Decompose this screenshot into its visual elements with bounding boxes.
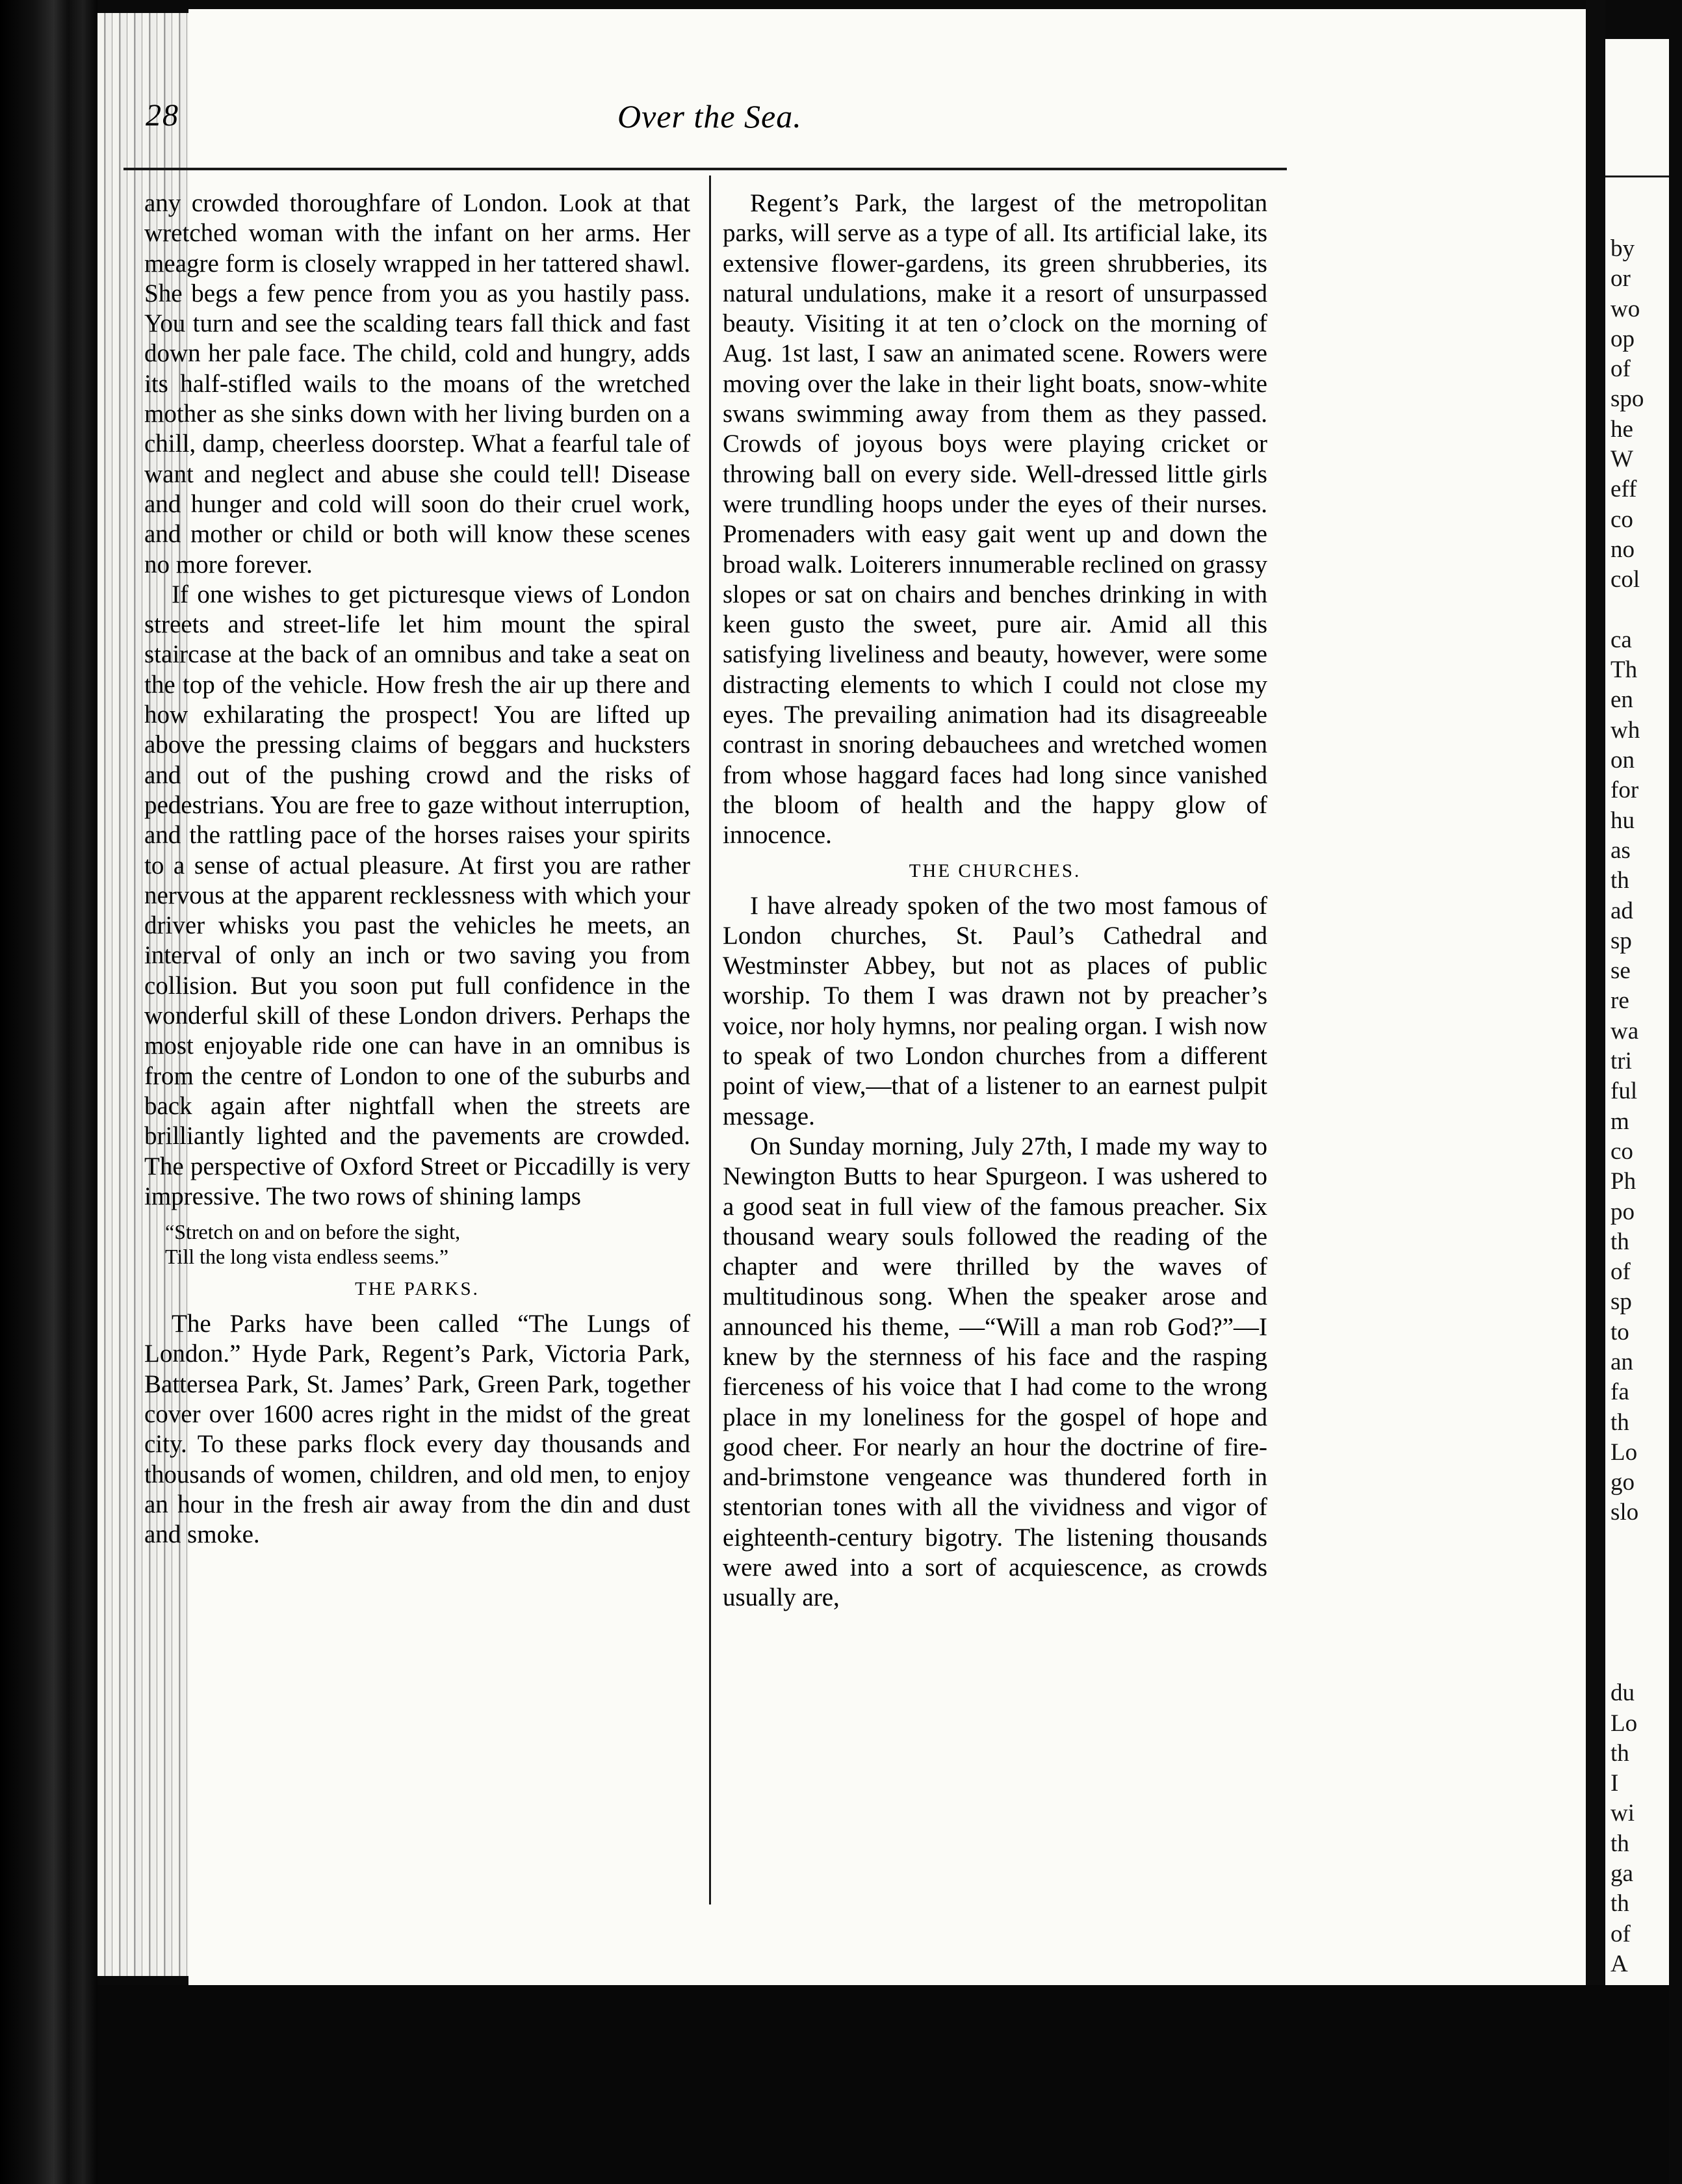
facing-page-fragment: wh bbox=[1611, 716, 1640, 744]
left-column bbox=[144, 188, 690, 1550]
paragraph-parks: The Parks have been called “The Lungs of London.” Hyde Park, Regent’s Park, Victoria Park, Battersea Park, St. James’ Park, Green Park, together cover over 1600 acres right in the midst of the great city. To these parks flock every day thousands and thousands of women, children, and old men, to enjoy an hour in the fresh air away from the din and dust and smoke. bbox=[144, 1310, 690, 1549]
paragraph-regents-park: Regent’s Park, the largest of the metropolitan parks, will serve as a type of all. Its artificial lake, its extensive flower-gardens, its green shrubberies, its natural undulations, make it a resort of unsurpassed beauty. Visiting it at ten o’clock on the morning of Aug. 1st last, I saw an animated scene. Rowers were moving over the lake in their light boats, snow-white swans swimming away from them as they passed. Crowds of joyous boys were playing cricket or throwing ball on every side. Well-dressed little girls were trundling hoops under the eyes of their nurses. Promenaders with easy gait went up and down the broad walk. Loiterers innumerable reclined on grassy slopes or sat on chairs and benches drinking in with keen gusto the sweet, pure air. Amid all this satisfying liveliness and beauty, however, were some distracting elements to which I could not close my eyes. The prevailing animation had its disagreeable contrast in snoring debauchees and wretched women from whose haggard faces had long since vanished the bloom of health and the happy glow of innocence. bbox=[723, 189, 1267, 850]
paragraph-churches: I have already spoken of the two most famous of London churches, St. Paul’s Cathedral and Westminster Abbey, but not as places of public worship. To them I was drawn not by preacher’s voice, nor holy hymns, nor pealing organ. I wish now to speak of two London churches from a different point of view,—that of a listener to an earnest pulpit message. bbox=[723, 891, 1267, 1130]
facing-page-fragment: an bbox=[1611, 1348, 1633, 1375]
facing-page-fragment: go bbox=[1611, 1469, 1635, 1496]
facing-page-fragment: or bbox=[1611, 265, 1631, 292]
header-rule bbox=[123, 168, 1287, 170]
facing-page-fragment: th bbox=[1611, 1228, 1629, 1255]
facing-page-fragment: slo bbox=[1611, 1499, 1639, 1526]
facing-page-fragment: en bbox=[1611, 686, 1633, 714]
facing-page-fragment bbox=[1611, 1558, 1682, 1588]
facing-page-fragment: spo bbox=[1611, 385, 1644, 413]
facing-page-fragment: co bbox=[1611, 1138, 1633, 1165]
page-number: 28 bbox=[146, 98, 179, 133]
facing-page-fragment: ga bbox=[1611, 1860, 1633, 1888]
facing-page-fragment: of bbox=[1611, 1920, 1631, 1947]
paragraph-omnibus: If one wishes to get picturesque views of London streets and street-life let him mount the spiral staircase at the back of an omnibus and take a seat on the top of the vehicle. How fresh the air up there and how exhilarating the prospect! You are lifted up above the pressing claims of beggars and hucksters and out of the pushing crowd and the risks of pedestrians. You are free to gaze without interruption, and the rattling pace of the horses raises your spirits to a sense of actual pleasure. At first you are rather nervous at the apparent recklessness with which your driver whisks you past the vehicles he meets, an interval of only an inch or two saving you from collision. But you soon put full confidence in the wonderful skill of these London drivers. Perhaps the most enjoyable ride one can have in an omnibus is from the centre of London to one of the suburbs and back again after nightfall when the streets are brilliantly lighted and the pavements are crowded. The perspective of Oxford Street or Piccadilly is very impressive. The two rows of shining lamps bbox=[144, 580, 690, 1210]
book-gutter bbox=[1586, 0, 1605, 2184]
facing-page-fragment: Lo bbox=[1611, 1438, 1638, 1466]
facing-page-fragment: th bbox=[1611, 1830, 1629, 1857]
facing-page-rule bbox=[1605, 176, 1669, 177]
facing-page-text bbox=[1611, 234, 1682, 2040]
facing-page-fragment bbox=[1611, 1588, 1682, 1618]
facing-page-fragment: po bbox=[1611, 1198, 1635, 1225]
right-column bbox=[723, 188, 1267, 1613]
facing-page-fragment: eff bbox=[1611, 476, 1637, 503]
facing-page-fragment: th bbox=[1611, 1739, 1629, 1767]
facing-page-fragment bbox=[1611, 1528, 1682, 1558]
facing-page-fragment: Lo bbox=[1611, 1710, 1638, 1737]
facing-page-fragment: se bbox=[1611, 957, 1631, 985]
facing-page-fragment bbox=[1611, 1618, 1682, 1648]
facing-page-fragment bbox=[1611, 1648, 1682, 1678]
column-rule bbox=[709, 176, 711, 1904]
facing-page-fragment: to bbox=[1611, 1318, 1629, 1346]
facing-page-fragment: wo bbox=[1611, 295, 1640, 322]
facing-page-strip bbox=[1605, 39, 1669, 1989]
facing-page-fragment: sp bbox=[1611, 927, 1632, 954]
facing-page-fragment: tri bbox=[1611, 1048, 1632, 1075]
paragraph-street-scene: any crowded thoroughfare of London. Look at that wretched woman with the infant on her arms. Her meagre form is closely wrapped in her tattered shawl. She begs a few pence from you as you hastily pass. You turn and see the scalding tears fall thick and fast down her pale face. The child, cold and hungry, adds its half-stifled wails to the moans of the wretched mother as she sinks down with her living burden on a chill, damp, cheerless doorstep. What a fearful tale of want and neglect and abuse she could tell! Disease and hunger and cold will soon do their cruel work, and mother or child or both will know these scenes no more forever. bbox=[144, 189, 690, 578]
facing-page-fragment: of bbox=[1611, 1258, 1631, 1286]
facing-page-fragment: re bbox=[1611, 987, 1629, 1015]
facing-page-fragment: du bbox=[1611, 1680, 1635, 1707]
section-heading-parks: THE PARKS. bbox=[355, 1279, 480, 1300]
facing-page-fragment: th bbox=[1611, 1890, 1629, 1918]
facing-page-fragment: for bbox=[1611, 777, 1639, 804]
facing-page-fragment: op bbox=[1611, 325, 1635, 352]
facing-page-fragment bbox=[1611, 595, 1682, 625]
facing-page-fragment: of bbox=[1611, 356, 1631, 383]
section-heading-churches: THE CHURCHES. bbox=[909, 860, 1081, 881]
facing-page-fragment: Th bbox=[1611, 656, 1638, 684]
facing-page-fragment: no bbox=[1611, 536, 1635, 563]
facing-page-fragment: hu bbox=[1611, 807, 1635, 834]
facing-page-fragment: as bbox=[1611, 837, 1631, 864]
facing-page-fragment: ad bbox=[1611, 897, 1633, 924]
verse-line: Till the long vista endless seems.” bbox=[165, 1245, 449, 1269]
facing-page-fragment: th bbox=[1611, 1409, 1629, 1436]
facing-page-fragment: col bbox=[1611, 566, 1640, 593]
facing-page-fragment: ca bbox=[1611, 626, 1632, 653]
running-head: Over the Sea. bbox=[617, 98, 802, 135]
facing-page-fragment: W bbox=[1611, 446, 1633, 473]
facing-page-fragment: Ph bbox=[1611, 1168, 1637, 1195]
facing-page-fragment: co bbox=[1611, 506, 1633, 533]
facing-page-fragment: on bbox=[1611, 747, 1635, 774]
verse-quote bbox=[165, 1219, 690, 1269]
scan-left-edge bbox=[0, 0, 97, 2184]
facing-page-fragment: by bbox=[1611, 235, 1635, 262]
facing-page-fragment: wa bbox=[1611, 1017, 1639, 1045]
facing-page-fragment: th bbox=[1611, 867, 1629, 894]
scan-bottom-edge bbox=[97, 1985, 1669, 2184]
facing-page-fragment: ful bbox=[1611, 1078, 1638, 1105]
facing-page-fragment: he bbox=[1611, 415, 1633, 443]
facing-page-fragment: A bbox=[1611, 1950, 1628, 1977]
facing-page-fragment: I bbox=[1611, 1770, 1619, 1797]
paragraph-spurgeon: On Sunday morning, July 27th, I made my way to Newington Butts to hear Spurgeon. I was ushered to a good seat in full view of the famous preacher. Six thousand weary souls followed the reading of the chapter and were thrilled by the waves of multitudinous song. When the speaker arose and announced his theme, —“Will a man rob God?”—I knew by the sternness of his face and the rasping fierceness of his voice that I had come to the wrong place in my loneliness for the gospel of hope and good cheer. For nearly an hour the doctrine of fire-and-brimstone vengeance was thundered forth in stentorian tones with all the vividness and vigor of eighteenth-century bigotry. The listening thousands were awed into a sort of acquiescence, as crowds usually are, bbox=[723, 1132, 1267, 1612]
facing-page-fragment: fa bbox=[1611, 1379, 1629, 1406]
verse-line: “Stretch on and on before the sight, bbox=[165, 1220, 461, 1244]
facing-page-fragment: sp bbox=[1611, 1288, 1632, 1316]
facing-page-fragment: m bbox=[1611, 1108, 1629, 1135]
facing-page-fragment: wi bbox=[1611, 1800, 1635, 1827]
